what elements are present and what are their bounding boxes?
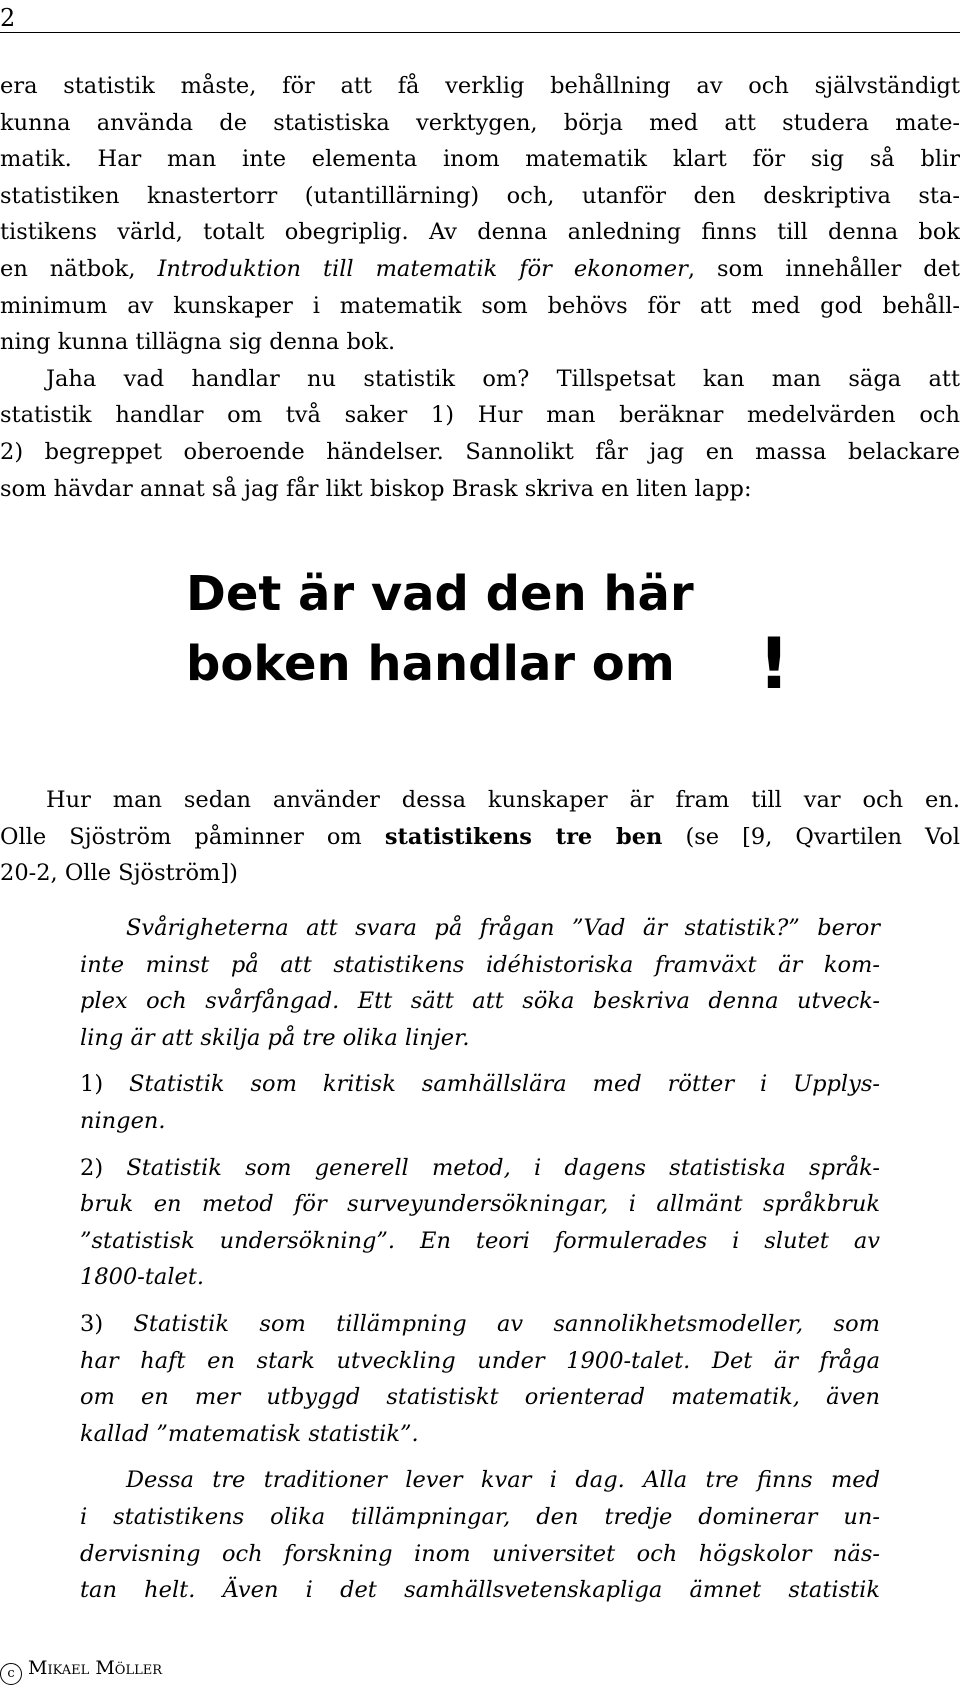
text-run: , som innehåller det: [687, 255, 960, 282]
text-line: har haft en stark utveckling under 1900-talet. Det är fråga: [80, 1347, 880, 1374]
text-line: kunna använda de statistiska verktygen, börja med att studera mate-: [0, 109, 960, 136]
text-run: Statistik som generell metod, i dagens statistiska språk-: [103, 1154, 880, 1181]
body-text: [0, 68, 960, 507]
text-line: Jaha vad handlar nu statistik om? Tillspetsat kan man säga att: [46, 365, 960, 392]
text-line: Hur man sedan använder dessa kunskaper är fram till var och en.: [46, 787, 960, 813]
text-line: tan helt. Även i det samhällsvetenskapliga ämnet statistik: [80, 1577, 880, 1604]
quote-item-2: [80, 1150, 880, 1296]
header-rule: [0, 32, 960, 33]
text-line: inte minst på att statistikens idéhistoriska framväxt är kom-: [80, 951, 880, 978]
text-line: Svårigheterna att svara på frågan ”Vad är statistik?” beror: [126, 915, 880, 941]
text-line: dervisning och forskning inom universitet och högskolor näs-: [80, 1540, 880, 1567]
text-run: en nätbok,: [0, 255, 158, 282]
text-line: statistik handlar om två saker 1) Hur man beräknar medelvärden och: [0, 402, 960, 429]
note-line-2: boken handlar om: [186, 636, 675, 692]
text-line: 1800-talet.: [80, 1264, 205, 1291]
text-run: Statistik som kritisk samhällslära med rötter i Upplys-: [103, 1071, 880, 1098]
text-line: [0, 819, 960, 856]
block-quote: [80, 910, 880, 1619]
text-line: ningen.: [80, 1107, 166, 1134]
text-line: statistiken knastertorr (utantillärning) och, utanför den deskriptiva sta-: [0, 182, 960, 209]
text-line: som hävdar annat så jag får likt biskop Brask skriva en liten lapp:: [0, 475, 752, 502]
text-line: 2) begreppet oberoende händelser. Sannolikt får jag en massa belackare: [0, 438, 960, 465]
text-line: om en mer utbyggd statistiskt orienterad matematik, även: [80, 1384, 880, 1411]
paragraph-2: [0, 361, 960, 507]
text-line: ning kunna tillägna sig denna bok.: [0, 329, 396, 356]
item-number: 2): [80, 1154, 104, 1181]
text-line: minimum av kunskaper i matematik som behövs för att med god behåll-: [0, 292, 960, 319]
handwritten-note: [186, 558, 796, 708]
book-title: Introduktion till matematik för ekonomer: [157, 255, 688, 282]
text-line: tistikens värld, totalt obegriplig. Av denna anledning finns till denna bok: [0, 219, 960, 246]
text-line: ling är att skilja på tre olika linjer.: [80, 1024, 470, 1051]
text-line: [80, 1150, 880, 1187]
text-line: i statistikens olika tillämpningar, den tredje dominerar un-: [80, 1503, 880, 1530]
text-line: [80, 1066, 880, 1103]
page-number: 2: [0, 4, 16, 32]
text-line: era statistik måste, för att få verklig behållning av och självständigt: [0, 73, 960, 99]
text-run: (se [9, Qvartilen Vol: [662, 823, 960, 850]
text-line: 20-2, Olle Sjöström]): [0, 860, 238, 887]
quote-item-3: [80, 1306, 880, 1452]
exclamation-mark: !: [758, 623, 790, 705]
text-line: plex och svårfångad. Ett sätt att söka beskriva denna utveck-: [80, 988, 880, 1015]
text-line: matik. Har man inte elementa inom matematik klart för sig så blir: [0, 146, 960, 173]
item-number: 1): [80, 1071, 104, 1098]
paragraph-3: [0, 782, 960, 892]
paragraph-1: [0, 68, 960, 361]
emphasis-bold: statistikens tre ben: [384, 823, 663, 850]
text-line: ”statistisk undersökning”. En teori formulerades i slutet av: [80, 1227, 880, 1254]
text-line: Dessa tre traditioner lever kvar i dag. Alla tre finns med: [126, 1467, 880, 1494]
text-line: bruk en metod för surveyundersökningar, i allmänt språkbruk: [80, 1191, 880, 1218]
text-run: Statistik som tillämpning av sannolikhetsmodeller, som: [103, 1310, 880, 1337]
footer: [0, 1656, 162, 1685]
copyright-icon: c: [0, 1663, 22, 1685]
quote-closing: [80, 1462, 880, 1608]
handwritten-note-drawing: [186, 558, 796, 708]
item-number: 3): [80, 1310, 104, 1337]
text-line: [80, 1306, 880, 1343]
note-line-1: Det är vad den här: [186, 566, 694, 622]
quote-item-1: [80, 1066, 880, 1139]
text-line: [0, 251, 960, 288]
quote-intro: [80, 910, 880, 1056]
text-run: Olle Sjöström påminner om: [0, 823, 385, 850]
text-line: kallad ”matematisk statistik”.: [80, 1420, 419, 1447]
footer-author: Mikael Möller: [28, 1657, 162, 1679]
